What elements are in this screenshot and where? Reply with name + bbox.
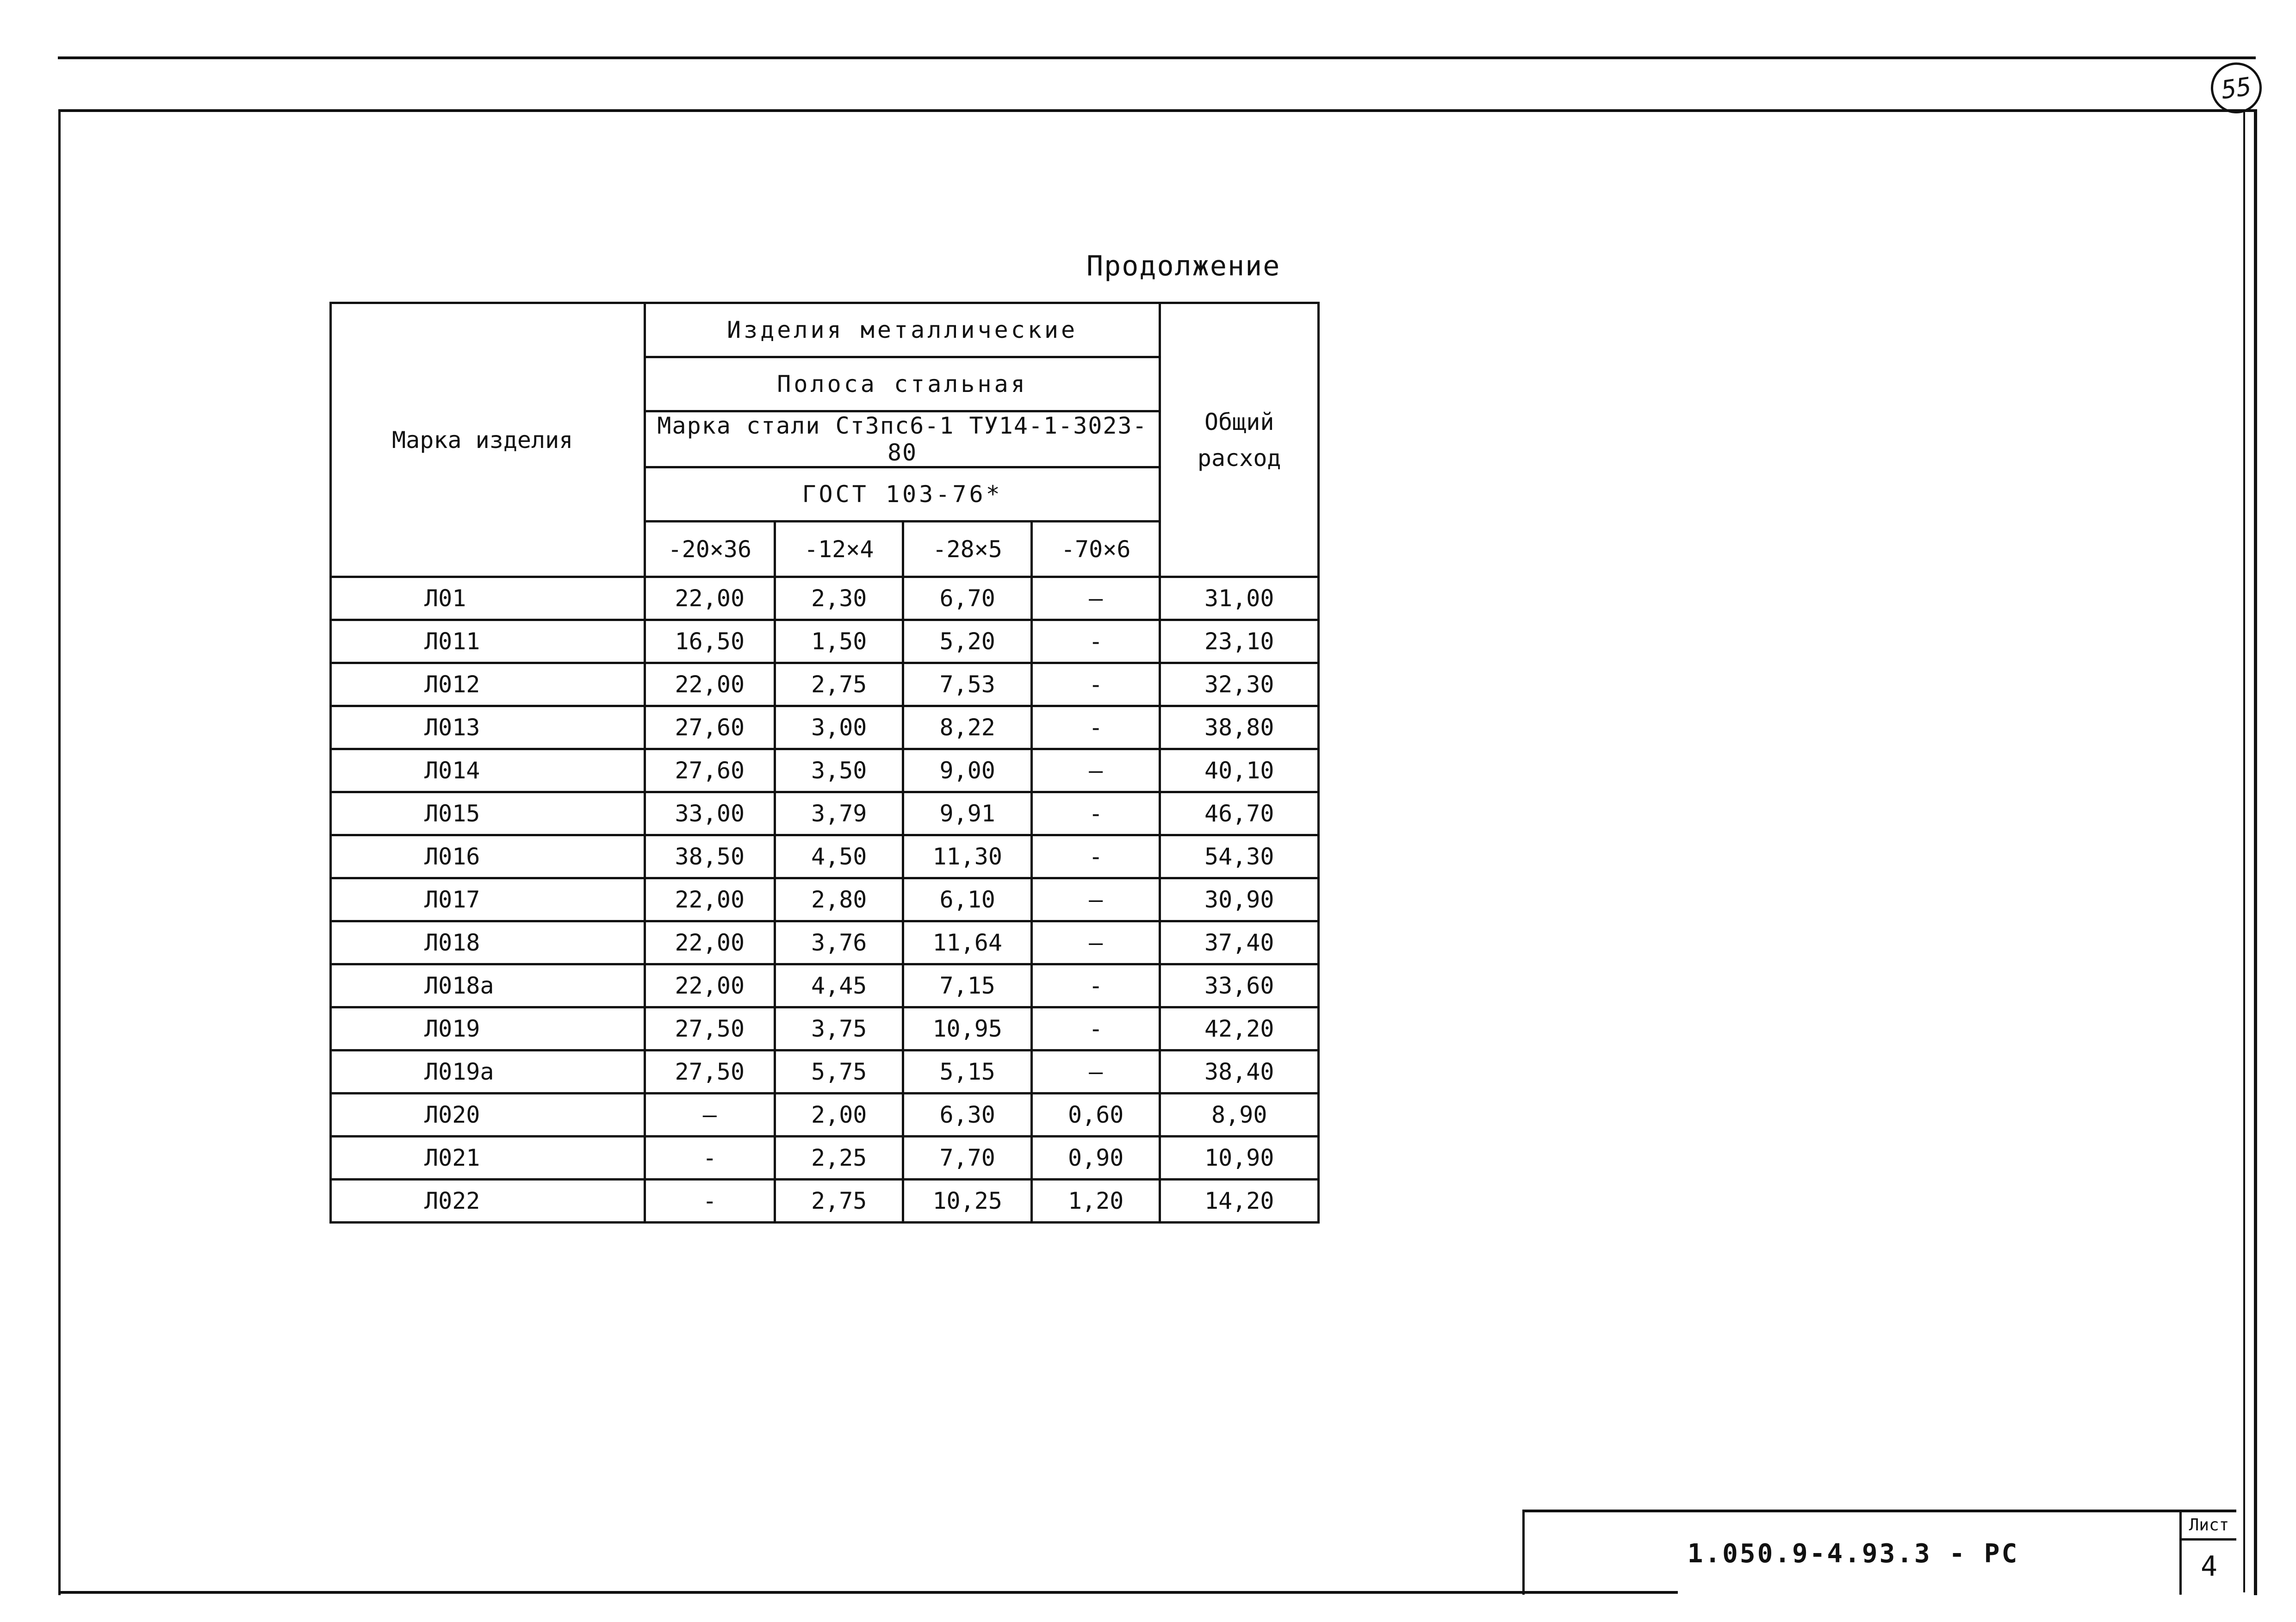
row-mark: Л017 — [331, 878, 645, 921]
cell-12x4: 3,50 — [775, 749, 903, 792]
cell-28x5: 6,10 — [903, 878, 1032, 921]
cell-20x36: 22,00 — [645, 921, 775, 964]
cell-20x36: 27,60 — [645, 749, 775, 792]
cell-70x6: 0,90 — [1031, 1137, 1160, 1180]
cell-12x4: 2,25 — [775, 1137, 903, 1180]
cell-total: 31,00 — [1160, 577, 1319, 620]
cell-20x36: 27,50 — [645, 1050, 775, 1094]
cell-20x36: 27,60 — [645, 706, 775, 749]
cell-20x36: 33,00 — [645, 792, 775, 835]
table-row — [331, 577, 1319, 620]
table-row — [331, 706, 1319, 749]
cell-70x6: — — [1031, 577, 1160, 620]
sheet-number: 4 — [2200, 1550, 2218, 1583]
cell-12x4: 2,75 — [775, 663, 903, 706]
table-row — [331, 835, 1319, 878]
cell-total: 54,30 — [1160, 835, 1319, 878]
cell-70x6: - — [1031, 835, 1160, 878]
cell-12x4: 4,45 — [775, 964, 903, 1007]
sheet-box — [2179, 1510, 2236, 1595]
cell-12x4: 1,50 — [775, 620, 903, 663]
cell-28x5: 5,20 — [903, 620, 1032, 663]
cell-20x36: 22,00 — [645, 577, 775, 620]
cell-20x36: 27,50 — [645, 1007, 775, 1050]
cell-total: 23,10 — [1160, 620, 1319, 663]
header-size: -20×36 — [645, 522, 775, 577]
cell-70x6: - — [1031, 706, 1160, 749]
table-row — [331, 792, 1319, 835]
row-mark: Л018а — [331, 964, 645, 1007]
row-mark: Л015 — [331, 792, 645, 835]
cell-28x5: 8,22 — [903, 706, 1032, 749]
table-row — [331, 1094, 1319, 1137]
cell-70x6: 1,20 — [1031, 1180, 1160, 1223]
cell-total: 32,30 — [1160, 663, 1319, 706]
cell-28x5: 9,00 — [903, 749, 1032, 792]
cell-12x4: 3,79 — [775, 792, 903, 835]
cell-20x36: — — [645, 1094, 775, 1137]
cell-total: 8,90 — [1160, 1094, 1319, 1137]
cell-70x6: - — [1031, 792, 1160, 835]
cell-70x6: - — [1031, 1007, 1160, 1050]
cell-12x4: 3,76 — [775, 921, 903, 964]
cell-28x5: 7,70 — [903, 1137, 1032, 1180]
cell-total: 42,20 — [1160, 1007, 1319, 1050]
cell-28x5: 7,15 — [903, 964, 1032, 1007]
cell-70x6: - — [1031, 663, 1160, 706]
cell-12x4: 2,30 — [775, 577, 903, 620]
row-mark: Л011 — [331, 620, 645, 663]
header-total: Общий расход — [1160, 303, 1319, 577]
row-mark: Л018 — [331, 921, 645, 964]
cell-total: 46,70 — [1160, 792, 1319, 835]
frame-inner-right-line — [2243, 109, 2245, 1592]
row-mark: Л020 — [331, 1094, 645, 1137]
cell-total: 37,40 — [1160, 921, 1319, 964]
row-mark: Л016 — [331, 835, 645, 878]
cell-12x4: 2,00 — [775, 1094, 903, 1137]
table-row — [331, 964, 1319, 1007]
row-mark: Л01 — [331, 577, 645, 620]
cell-70x6: — — [1031, 1050, 1160, 1094]
page-number: 55 — [2208, 59, 2265, 117]
cell-total: 14,20 — [1160, 1180, 1319, 1223]
cell-70x6: — — [1031, 921, 1160, 964]
cell-12x4: 4,50 — [775, 835, 903, 878]
cell-70x6: - — [1031, 620, 1160, 663]
cell-total: 10,90 — [1160, 1137, 1319, 1180]
cell-70x6: 0,60 — [1031, 1094, 1160, 1137]
sheet-label: Лист — [2182, 1512, 2236, 1541]
cell-total: 33,60 — [1160, 964, 1319, 1007]
table-row — [331, 921, 1319, 964]
cell-28x5: 11,64 — [903, 921, 1032, 964]
cell-total: 38,40 — [1160, 1050, 1319, 1094]
spec-table — [329, 302, 1320, 1224]
cell-12x4: 5,75 — [775, 1050, 903, 1094]
header-mark: Марка изделия — [331, 303, 645, 577]
cell-12x4: 3,00 — [775, 706, 903, 749]
table-row — [331, 1137, 1319, 1180]
row-mark: Л014 — [331, 749, 645, 792]
row-mark: Л022 — [331, 1180, 645, 1223]
table-row — [331, 620, 1319, 663]
cell-20x36: 22,00 — [645, 964, 775, 1007]
header-group: Изделия металлические — [645, 303, 1160, 357]
cell-12x4: 3,75 — [775, 1007, 903, 1050]
top-border-line — [58, 56, 2256, 59]
cell-28x5: 11,30 — [903, 835, 1032, 878]
header-standard: ГОСТ 103-76* — [645, 467, 1160, 522]
cell-20x36: - — [645, 1137, 775, 1180]
row-mark: Л013 — [331, 706, 645, 749]
bottom-border-line — [58, 1591, 1678, 1594]
cell-28x5: 5,15 — [903, 1050, 1032, 1094]
row-mark: Л019 — [331, 1007, 645, 1050]
cell-28x5: 9,91 — [903, 792, 1032, 835]
cell-total: 30,90 — [1160, 878, 1319, 921]
cell-28x5: 6,30 — [903, 1094, 1032, 1137]
cell-20x36: 22,00 — [645, 878, 775, 921]
table-row — [331, 663, 1319, 706]
cell-total: 38,80 — [1160, 706, 1319, 749]
cell-20x36: 16,50 — [645, 620, 775, 663]
table-row — [331, 1007, 1319, 1050]
header-size: -70×6 — [1031, 522, 1160, 577]
header-steel: Марка стали Ст3пс6-1 ТУ14-1-3023-80 — [645, 411, 1160, 467]
cell-20x36: 22,00 — [645, 663, 775, 706]
cell-28x5: 6,70 — [903, 577, 1032, 620]
cell-20x36: 38,50 — [645, 835, 775, 878]
row-mark: Л021 — [331, 1137, 645, 1180]
header-size: -12×4 — [775, 522, 903, 577]
table-row — [331, 1050, 1319, 1094]
header-size: -28×5 — [903, 522, 1032, 577]
cell-28x5: 10,95 — [903, 1007, 1032, 1050]
row-mark: Л019а — [331, 1050, 645, 1094]
title-block-code: 1.050.9-4.93.3 - РС — [1522, 1510, 2182, 1595]
cell-12x4: 2,75 — [775, 1180, 903, 1223]
cell-20x36: - — [645, 1180, 775, 1223]
table-row — [331, 1180, 1319, 1223]
continuation-label: Продолжение — [1086, 250, 1281, 282]
cell-70x6: — — [1031, 878, 1160, 921]
cell-total: 40,10 — [1160, 749, 1319, 792]
table-row — [331, 749, 1319, 792]
row-mark: Л012 — [331, 663, 645, 706]
header-product: Полоса стальная — [645, 357, 1160, 411]
cell-70x6: — — [1031, 749, 1160, 792]
cell-28x5: 7,53 — [903, 663, 1032, 706]
cell-12x4: 2,80 — [775, 878, 903, 921]
table-row — [331, 878, 1319, 921]
cell-70x6: - — [1031, 964, 1160, 1007]
cell-28x5: 10,25 — [903, 1180, 1032, 1223]
